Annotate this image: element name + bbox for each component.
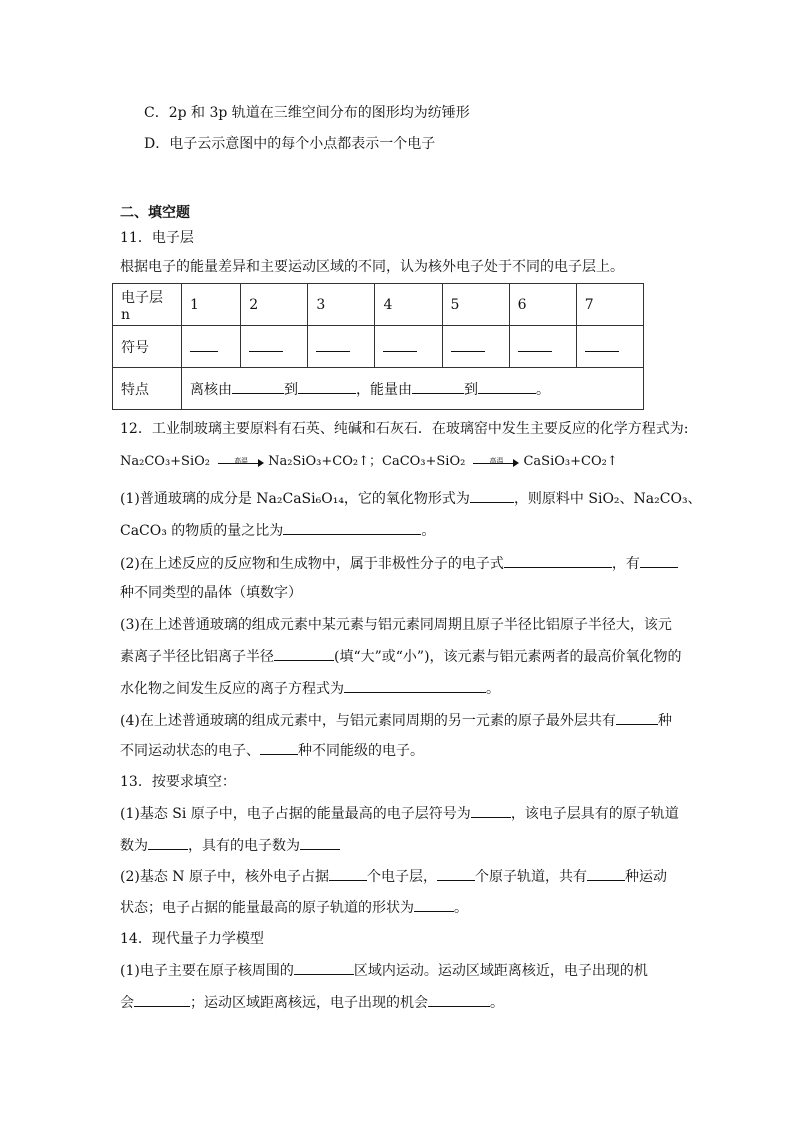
feature-text: 离核由 bbox=[190, 381, 232, 398]
row-header-symbol: 符号 bbox=[113, 326, 182, 368]
q12-p1-line1: (1)普通玻璃的成分是 Na₂CaSi₆O₁₄，它的氧化物形式为 ，则原料中 SiO₂、Na₂CO₃、 bbox=[120, 488, 702, 509]
shell-number: 5 bbox=[442, 284, 509, 326]
feature-text: 到 bbox=[284, 381, 298, 398]
blank[interactable] bbox=[414, 897, 454, 912]
q12-p3-line1: (3)在上述普通玻璃的组成元素中某元素与铝元素同周期且原子半径比铝原子半径大，该元 bbox=[120, 617, 672, 633]
blank[interactable] bbox=[478, 379, 536, 394]
symbol-blank[interactable] bbox=[442, 326, 509, 368]
blank[interactable] bbox=[274, 646, 334, 661]
symbol-blank[interactable] bbox=[308, 326, 375, 368]
feature-text: 。 bbox=[536, 381, 550, 398]
option-d: D．电子云示意图中的每个小点都表示一个电子 bbox=[144, 136, 436, 152]
blank[interactable] bbox=[470, 488, 514, 503]
blank[interactable] bbox=[587, 866, 625, 881]
q12-p4-line2: 不同运动状态的电子、 种不同能级的电子。 bbox=[120, 740, 424, 761]
option-c: C．2p 和 3p 轨道在三维空间分布的图形均为纺锤形 bbox=[144, 105, 470, 121]
blank[interactable] bbox=[260, 740, 298, 755]
blank[interactable] bbox=[298, 379, 356, 394]
row-header-n: 电子层 n bbox=[113, 284, 182, 326]
blank[interactable] bbox=[329, 866, 367, 881]
q13-p2-line2: 状态；电子占据的能量最高的原子轨道的形状为 。 bbox=[120, 897, 468, 918]
blank[interactable] bbox=[148, 835, 188, 850]
reaction-arrow: 高温 bbox=[473, 455, 519, 469]
electron-shell-table bbox=[112, 283, 644, 410]
q14-stem: 14．现代量子力学模型 bbox=[120, 931, 264, 947]
blank[interactable] bbox=[283, 520, 421, 535]
table-row bbox=[113, 368, 644, 410]
blank[interactable] bbox=[134, 992, 190, 1007]
feature-text: ，能量由 bbox=[356, 381, 412, 398]
blank[interactable] bbox=[428, 992, 490, 1007]
q12-p3-line2: 素离子半径比铝离子半径 (填“大”或“小”)，该元素与铝元素两者的最高价氧化物的 bbox=[120, 646, 682, 667]
row-header-feature: 特点 bbox=[113, 368, 182, 410]
eq1-left: Na₂CO₃+SiO₂ bbox=[120, 454, 210, 469]
blank[interactable] bbox=[616, 710, 658, 725]
shell-number: 2 bbox=[241, 284, 308, 326]
q14-p1-line2: 会 ；运动区域距离核远，电子出现的机会 。 bbox=[120, 992, 504, 1013]
shell-number: 1 bbox=[182, 284, 241, 326]
q11-intro: 根据电子的能量差异和主要运动区域的不同，认为核外电子处于不同的电子层上。 bbox=[120, 259, 624, 275]
blank[interactable] bbox=[640, 553, 678, 568]
q12-p2-line2: 种不同类型的晶体（填数字） bbox=[120, 585, 302, 601]
symbol-blank[interactable] bbox=[509, 326, 576, 368]
q13-p1-line2: 数为 ，具有的电子数为 bbox=[120, 835, 340, 856]
blank[interactable] bbox=[437, 866, 475, 881]
blank[interactable] bbox=[344, 678, 486, 693]
symbol-blank[interactable] bbox=[375, 326, 442, 368]
shell-number: 6 bbox=[509, 284, 576, 326]
table-row bbox=[113, 284, 644, 326]
table-row bbox=[113, 326, 644, 368]
q12-p1-line2: CaCO₃ 的物质的量之比为 。 bbox=[120, 520, 435, 541]
shell-number: 3 bbox=[308, 284, 375, 326]
shell-number: 4 bbox=[375, 284, 442, 326]
eq2-right: CaSiO₃+CO₂↑ bbox=[523, 454, 618, 469]
blank[interactable] bbox=[412, 379, 464, 394]
q12-stem: 12．工业制玻璃主要原料有石英、纯碱和石灰石．在玻璃窑中发生主要反应的化学方程式为: bbox=[120, 421, 689, 437]
q13-stem: 13．按要求填空： bbox=[120, 774, 236, 790]
feature-text: 到 bbox=[464, 381, 478, 398]
blank[interactable] bbox=[471, 803, 511, 818]
q13-p2-line1: (2)基态 N 原子中，核外电子占据 个电子层， 个原子轨道，共有 种运动 bbox=[120, 866, 667, 887]
section-title: 二、填空题 bbox=[120, 205, 190, 221]
feature-cell bbox=[182, 368, 644, 410]
symbol-blank[interactable] bbox=[576, 326, 643, 368]
shell-number: 7 bbox=[576, 284, 643, 326]
symbol-blank[interactable] bbox=[241, 326, 308, 368]
eq1-right: Na₂SiO₃+CO₂↑；CaCO₃+SiO₂ bbox=[268, 454, 466, 469]
q13-p1-line1: (1)基态 Si 原子中，电子占据的能量最高的电子层符号为 ，该电子层具有的原子轨道 bbox=[120, 803, 679, 824]
q14-p1-line1: (1)电子主要在原子核周围的 区域内运动。运动区域距离核近，电子出现的机 bbox=[120, 960, 648, 981]
blank[interactable] bbox=[300, 835, 340, 850]
blank[interactable] bbox=[232, 379, 284, 394]
q12-equations bbox=[120, 452, 618, 472]
blank[interactable] bbox=[504, 553, 612, 568]
reaction-arrow: 高温 bbox=[218, 455, 264, 469]
blank[interactable] bbox=[294, 960, 354, 975]
q12-p3-line3: 水化物之间发生反应的离子方程式为 。 bbox=[120, 678, 500, 699]
q12-p4-line1: (4)在上述普通玻璃的组成元素中，与铝元素同周期的另一元素的原子最外层共有 种 bbox=[120, 710, 672, 731]
q11-title: 11．电子层 bbox=[120, 230, 194, 246]
q12-p2-line1: (2)在上述反应的反应物和生成物中，属于非极性分子的电子式 ，有 bbox=[120, 553, 678, 574]
symbol-blank[interactable] bbox=[182, 326, 241, 368]
